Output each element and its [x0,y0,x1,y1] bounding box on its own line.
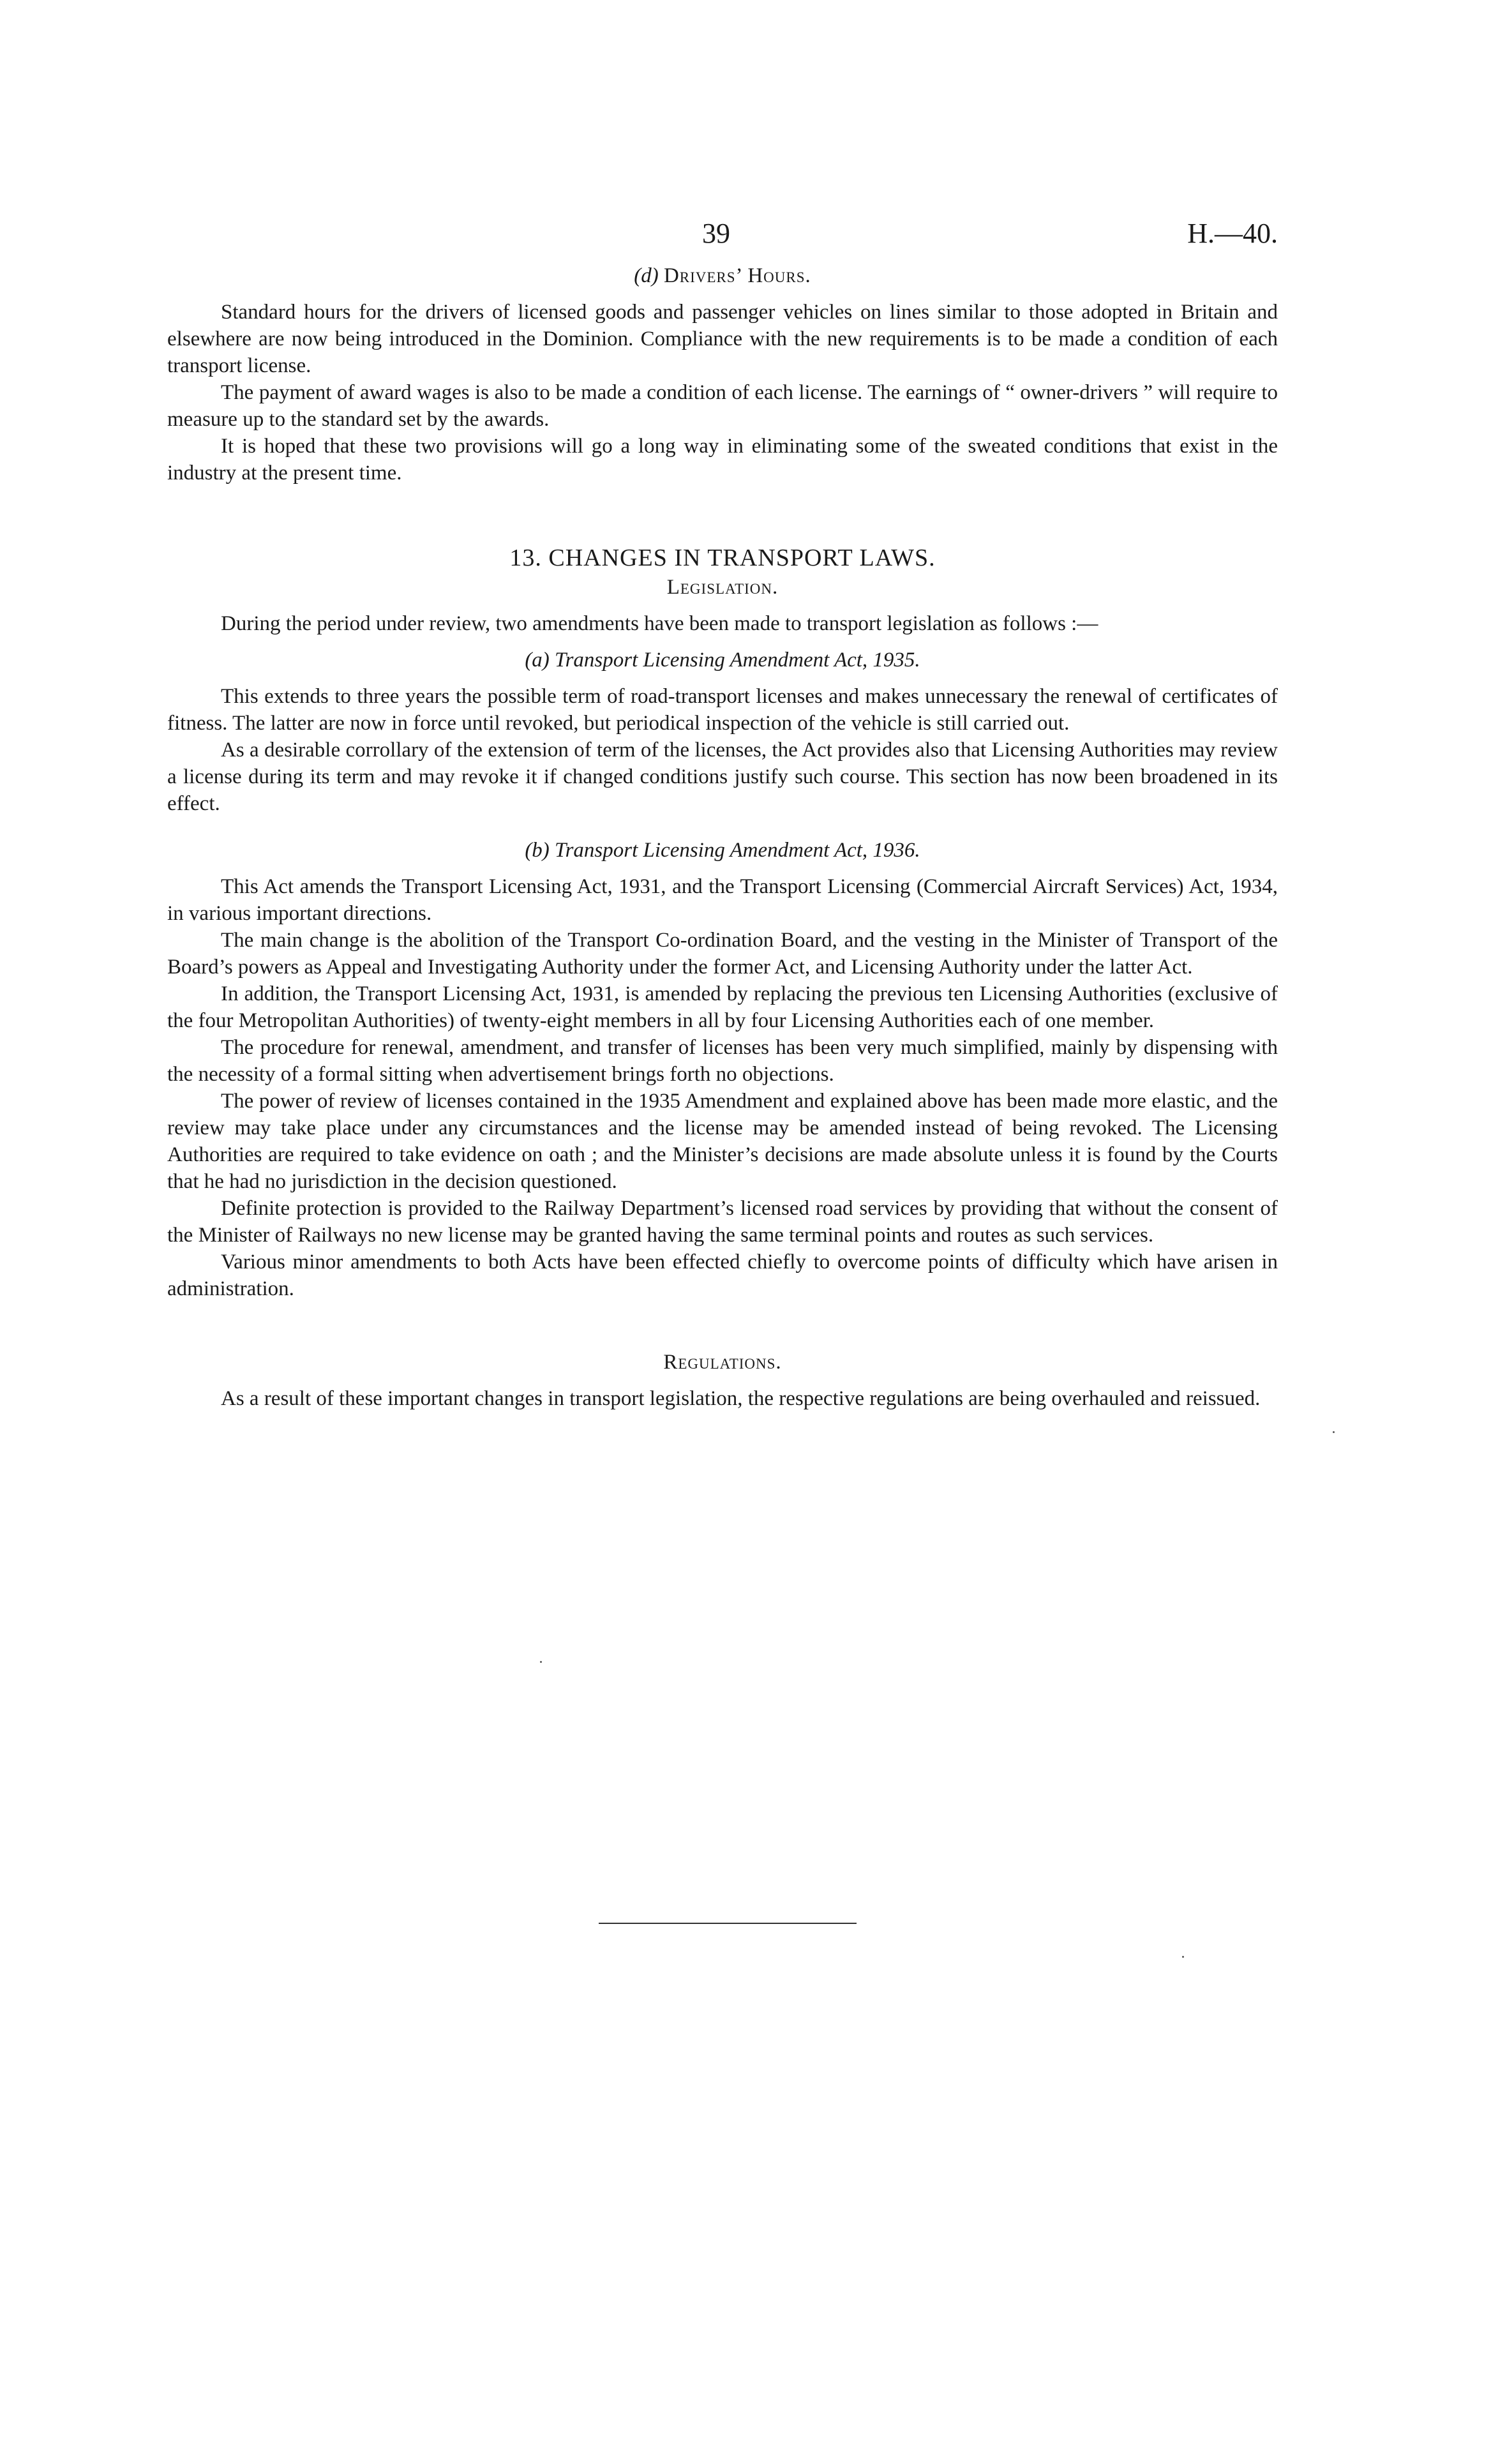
act-b-paragraph: Various minor amendments to both Acts have been effected chiefly to overcome points of difficulty which have arisen in administration. [167,1251,1278,1300]
act-a-heading [167,646,1278,674]
act-b-paragraph: In addition, the Transport Licensing Act, 1931, is amended by replacing the previous ten Licensing Authorities (exclusive of the four Metropolitan Authorities) of twenty-eight members in all by four Licensing Authorities each of one member. [167,982,1278,1032]
section-d-paragraph: It is hoped that these two provisions will go a long way in eliminating some of the sweated conditions that exist in the industry at the present time. [167,435,1278,485]
act-b-paragraph: The main change is the abolition of the Transport Co-ordination Board, and the vesting in the Minister of Transport of the Board’s powers as Appeal and Investigating Authority under the former Act, and Licensing Authority under the latter Act. [167,929,1278,979]
page-header [167,217,1278,262]
regulations-heading: Regulations. [663,1351,782,1374]
section-13-title: 13. CHANGES IN TRANSPORT LAWS. [509,545,936,571]
section-d-title: Drivers’ Hours. [663,264,811,287]
act-b-paragraph: The procedure for renewal, amendment, and transfer of licenses has been very much simplified, mainly by dispensing with the necessity of a formal sitting when advertisement brings forth no objections. [167,1036,1278,1086]
act-b-paragraph: Definite protection is provided to the Railway Department’s licensed road services by providing that without the consent of the Minister of Railways no new license may be granted having the same terminal points and routes as such services. [167,1197,1278,1247]
document-page [167,217,1278,1412]
act-b-paragraph: The power of review of licenses contained in the 1935 Amendment and explained above has been made more elastic, and the review may take place under any circumstances and the license may be amended instead of being revoked. The Licensing Authorities are required to take evidence on oath ; and the Minister’s decisions are made absolute unless it is found by the Courts that he had no jurisdiction in the decision questioned. [167,1090,1278,1193]
act-a-label: (a) [525,649,550,672]
legislation-heading: Legislation. [666,576,779,599]
act-a-paragraph: This extends to three years the possible term of road-transport licenses and makes unnecessary the renewal of certificates of fitness. The latter are now in force until revoked, but periodical inspection of the vehicle is still carried out. [167,685,1278,735]
page-number: 39 [702,218,730,249]
end-rule [599,1923,857,1924]
section-d-heading [167,262,1278,290]
section-d-paragraph: Standard hours for the drivers of licensed goods and passenger vehicles on lines similar to those adopted in Britain and elsewhere are now being introduced in the Dominion. Compliance with the new requirements is to be made a condition of each transport license. [167,301,1278,377]
legislation-intro: During the period under review, two amendments have been made to transport legislation as follows :— [221,612,1098,635]
scan-speck [1333,1431,1335,1433]
act-a-title: Transport Licensing Amendment Act, 1935. [555,649,920,672]
scan-speck [540,1661,542,1663]
regulations-paragraph: As a result of these important changes in transport legislation, the respective regulations are being overhauled and reissued. [221,1387,1261,1410]
act-b-heading [167,836,1278,864]
act-a-paragraph: As a desirable corrollary of the extension of term of the licenses, the Act provides also that Licensing Authorities may review a license during its term and may revoke it if changed conditions justify such course. This section has now been broadened in its effect. [167,739,1278,815]
document-reference: H.—40. [1187,218,1278,249]
act-b-label: (b) [525,839,550,862]
act-b-paragraph: This Act amends the Transport Licensing Act, 1931, and the Transport Licensing (Commercial Aircraft Services) Act, 1934, in various important directions. [167,875,1278,925]
act-b-title: Transport Licensing Amendment Act, 1936. [555,839,920,862]
section-d-label: (d) [634,264,659,287]
section-d-paragraph: The payment of award wages is also to be made a condition of each license. The earnings of “ owner-drivers ” will require to measure up to the standard set by the awards. [167,381,1278,431]
scan-speck [1182,1956,1184,1958]
